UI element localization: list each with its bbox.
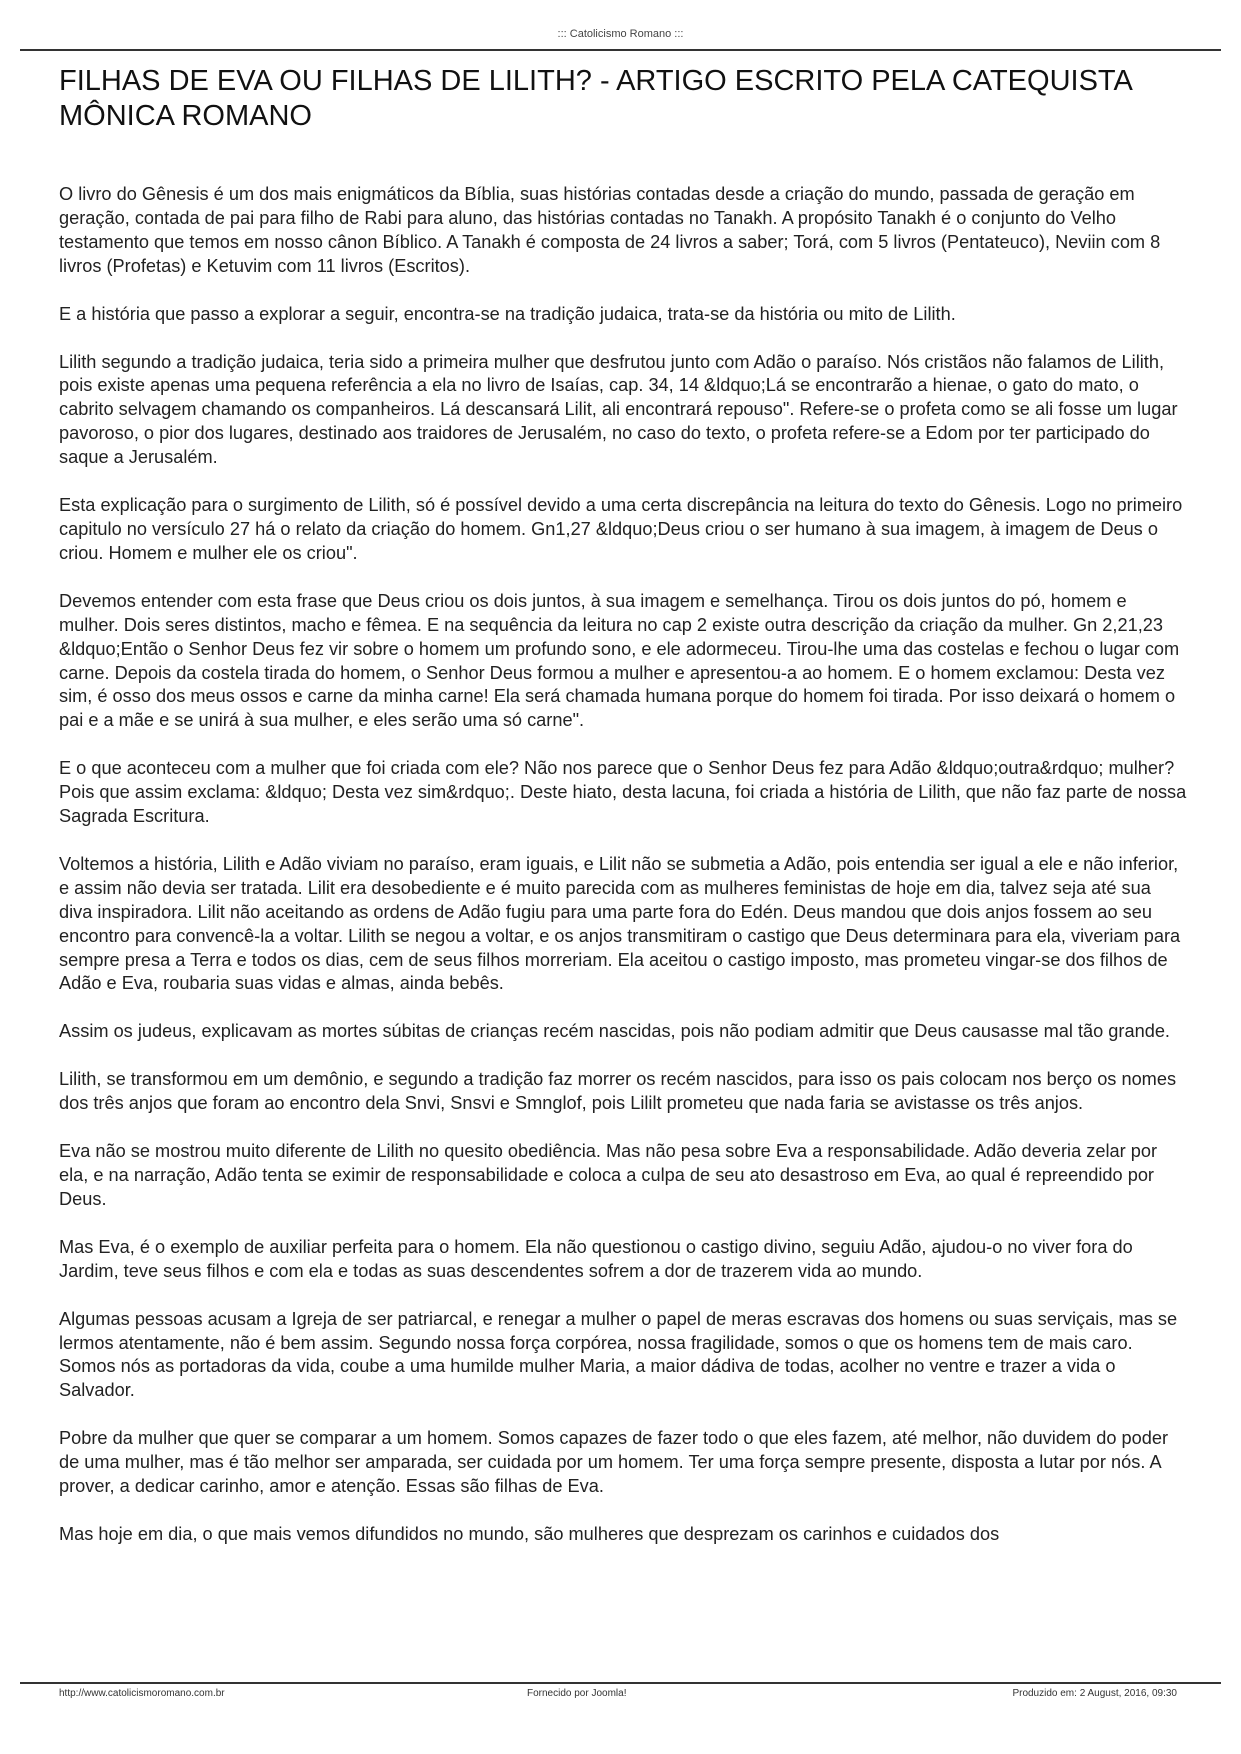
footer-divider bbox=[20, 1682, 1221, 1684]
paragraph: Voltemos a história, Lilith e Adão viviam no paraíso, eram iguais, e Lilit não se submetia a Adão, pois entendia ser igual a ele e não inferior, e assim não devia ser tratada. Lilit era desobediente e é muito parecida com as mulheres feministas de hoje em dia, talvez seja até sua diva inspiradora. Lilit não aceitando as ordens de Adão fugiu para uma parte fora do Edén. Deus mandou que dois anjos fossem ao seu encontro para convencê-la a voltar. Lilith se negou a voltar, e os anjos transmitiram o castigo que Deus determinara para ela, viveriam para sempre presa a Terra e todos os dias, cem de seus filhos morreriam. Ela aceitou o castigo imposto, mas prometeu vingar-se dos filhos de Adão e Eva, roubaria suas vidas e almas, ainda bebês. bbox=[59, 853, 1181, 994]
article-title: FILHAS DE EVA OU FILHAS DE LILITH? - ARTIGO ESCRITO PELA CATEQUISTA MÔNICA ROMANO bbox=[59, 65, 1132, 132]
paragraph: Esta explicação para o surgimento de Lilith, só é possível devido a uma certa discrepância na leitura do texto do Gênesis. Logo no primeiro capitulo no versículo 27 há o relato da criação do homem. Gn1,27 &ldquo;Deus criou o ser humano à sua imagem, à imagem de Deus o criou. Homem e mulher ele os criou". bbox=[59, 495, 1183, 563]
paragraph: Pobre da mulher que quer se comparar a um homem. Somos capazes de fazer todo o que eles fazem, até melhor, não duvidem do poder de uma mulher, mas é tão melhor ser amparada, ser cuidada por um homem. Ter uma força sempre presente, disposta a lutar por nós. A prover, a dedicar carinho, amor e atenção. Essas são filhas de Eva. bbox=[59, 1428, 1169, 1497]
paragraph: Algumas pessoas acusam a Igreja de ser patriarcal, e renegar a mulher o papel de meras escravas dos homens ou suas serviçais, mas se lermos atentamente, não é bem assim. Segundo nossa força corpórea, nossa fragilidade, somos o que os homens tem de mais caro. Somos nós as portadoras da vida, coube a uma humilde mulher Maria, a maior dádiva de todas, acolher no ventre e trazer a vida o Salvador. bbox=[59, 1308, 1178, 1401]
paragraph: Mas Eva, é o exemplo de auxiliar perfeita para o homem. Ela não questionou o castigo divino, seguiu Adão, ajudou-o no viver fora do Jardim, teve seus filhos e com ela e todas as suas descendentes sofrem a dor de trazerem vida ao mundo. bbox=[59, 1236, 1133, 1281]
paragraph: E a história que passo a explorar a seguir, encontra-se na tradição judaica, trata-se da história ou mito de Lilith. bbox=[59, 303, 956, 324]
footer-powered-by: Fornecido por Joomla! bbox=[527, 1688, 627, 1699]
paragraph: Assim os judeus, explicavam as mortes súbitas de crianças recém nascidas, pois não podiam admitir que Deus causasse mal tão grande. bbox=[59, 1021, 1170, 1042]
paragraph: Eva não se mostrou muito diferente de Lilith no quesito obediência. Mas não pesa sobre Eva a responsabilidade. Adão deveria zelar por ela, e na narração, Adão tenta se eximir de responsabilidade e coloca a culpa de seu ato desastroso em Eva, ao qual é repreendido por Deus. bbox=[59, 1141, 1157, 1209]
paragraph: Lilith, se transformou em um demônio, e segundo a tradição faz morrer os recém nascidos, para isso os pais colocam nos berço os nomes dos três anjos que foram ao encontro dela Snvi, Snsvi e Smnglof, pois Lililt prometeu que nada faria se avistasse os três anjos. bbox=[59, 1069, 1177, 1114]
footer-url: http://www.catolicismoromano.com.br bbox=[59, 1688, 225, 1699]
article-body bbox=[59, 183, 1189, 1571]
footer-generated-date: Produzido em: 2 August, 2016, 09:30 bbox=[1012, 1688, 1177, 1699]
paragraph: Devemos entender com esta frase que Deus criou os dois juntos, à sua imagem e semelhança. Tirou os dois juntos do pó, homem e mulher. Dois seres distintos, macho e fêmea. E na sequência da leitura no cap 2 existe outra descrição da criação da mulher. Gn 2,21,23 &ldquo;Então o Senhor Deus fez vir sobre o homem um profundo sono, e ele adormeceu. Tirou-lhe uma das costelas e fechou o lugar com carne. Depois da costela tirada do homem, o Senhor Deus formou a mulher e apresentou-a ao homem. E o homem exclamou: Desta vez sim, é osso dos meus ossos e carne da minha carne! Ela será chamada humana porque do homem foi tirada. Por isso deixará o homem o pai e a mãe e se unirá à sua mulher, e eles serão uma só carne". bbox=[59, 590, 1180, 731]
paragraph: Mas hoje em dia, o que mais vemos difundidos no mundo, são mulheres que desprezam os carinhos e cuidados dos bbox=[59, 1523, 1000, 1544]
header-divider bbox=[20, 49, 1221, 51]
paragraph: Lilith segundo a tradição judaica, teria sido a primeira mulher que desfrutou junto com Adão o paraíso. Nós cristãos não falamos de Lilith, pois existe apenas uma pequena referência a ela no livro de Isaías, cap. 34, 14 &ldquo;Lá se encontrarão a hienae, o gato do mato, o cabrito selvagem chamando os companheiros. Lá descansará Lilit, ali encontrará repouso". Refere-se o profeta como se ali fosse um lugar pavoroso, o pior dos lugares, destinado aos traidores de Jerusalém, no caso do texto, o profeta refere-se a Edom por ter participado do saque a Jerusalém. bbox=[59, 351, 1178, 468]
paragraph: O livro do Gênesis é um dos mais enigmáticos da Bíblia, suas histórias contadas desde a criação do mundo, passada de geração em geração, contada de pai para filho de Rabi para aluno, das histórias contadas no Tanakh. A propósito Tanakh é o conjunto do Velho testamento que temos em nosso cânon Bíblico. A Tanakh é composta de 24 livros a saber; Torá, com 5 livros (Pentateuco), Neviin com 8 livros (Profetas) e Ketuvim com 11 livros (Escritos). bbox=[59, 184, 1161, 276]
page-header: ::: Catolicismo Romano ::: bbox=[557, 28, 684, 40]
paragraph: E o que aconteceu com a mulher que foi criada com ele? Não nos parece que o Senhor Deus fez para Adão &ldquo;outra&rdquo; mulher? Pois que assim exclama: &ldquo; Desta vez sim&rdquo;. Deste hiato, desta lacuna, foi criada a história de Lilith, que não faz parte de nossa Sagrada Escritura. bbox=[59, 758, 1187, 827]
